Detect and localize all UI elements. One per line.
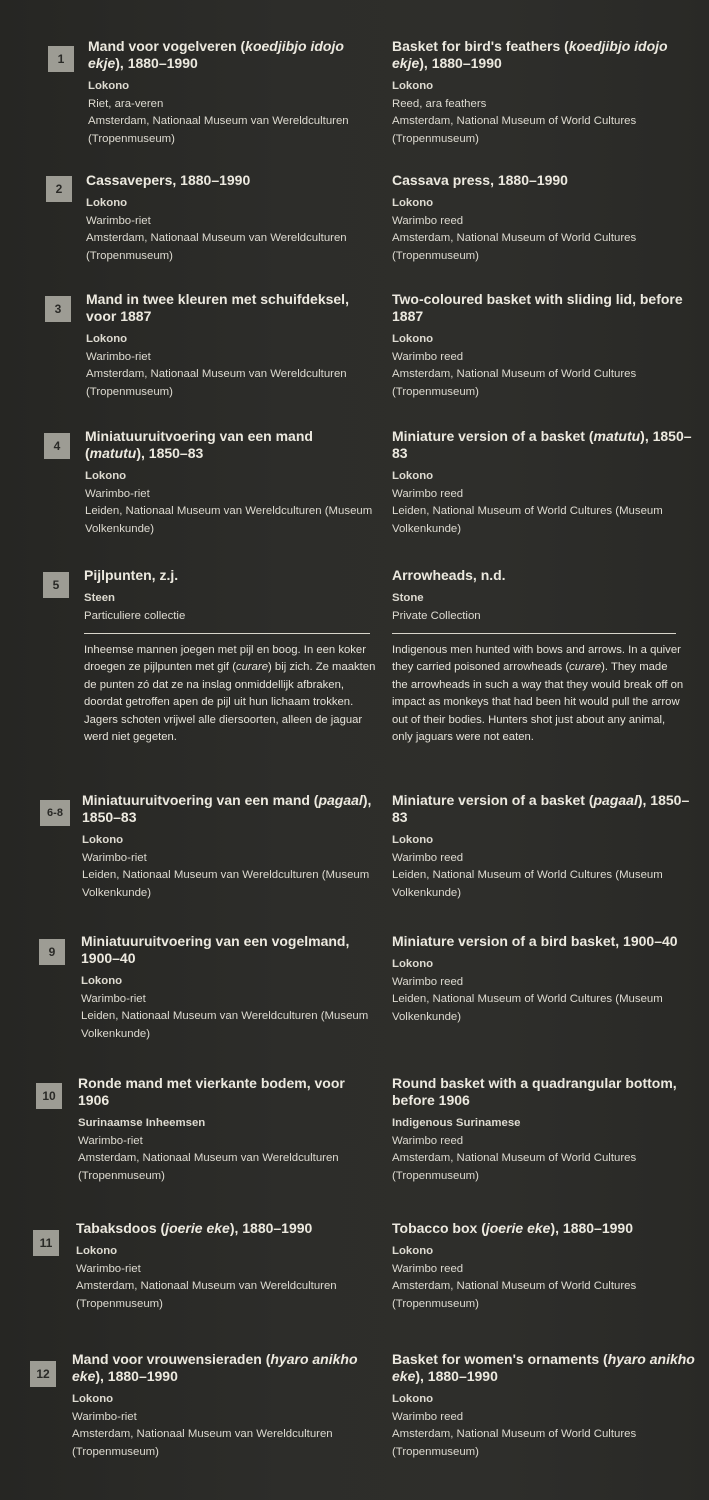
dutch-story: Inheemse mannen joegen met pijl en boog. In een koker droegen ze pijlpunten met gif (curare) bij zich. Ze maakten de punten zó dat ze na inslag onmiddellijk afbraken, doordat getroffen apen de pijl uit hun lichaam trokken. Jagers schoten vrijwel alle diersoorten, alleen de jaguar werd niet gegeten.: [84, 644, 376, 744]
english-collection: Private Collection: [392, 609, 481, 622]
item-number-badge: 9: [39, 939, 65, 965]
english-collection: Amsterdam, National Museum of World Cultures (Tropenmuseum): [392, 232, 637, 262]
dutch-collection: Amsterdam, Nationaal Museum van Wereldculturen (Tropenmuseum): [88, 115, 349, 145]
dutch-column: [76, 1220, 376, 1313]
dutch-title: Cassavepers, 1880–1990: [86, 172, 251, 188]
dutch-collection: Amsterdam, Nationaal Museum van Wereldculturen (Tropenmuseum): [86, 232, 347, 262]
item-number-badge: 3: [45, 296, 71, 322]
dutch-title: Miniatuuruitvoering van een mand (pagaal), 1850–83: [82, 792, 372, 825]
english-material: Warimbo reed: [392, 1134, 464, 1147]
english-title: Two-coloured basket with sliding lid, before 1887: [392, 291, 683, 324]
dutch-column: [86, 172, 376, 265]
dutch-maker: Lokono: [88, 80, 130, 92]
dutch-maker: Lokono: [76, 1245, 118, 1257]
dutch-maker: Lokono: [72, 1393, 114, 1405]
english-collection: Amsterdam, National Museum of World Cultures (Tropenmuseum): [392, 368, 637, 398]
english-collection: Amsterdam, National Museum of World Cultures (Tropenmuseum): [392, 115, 637, 145]
dutch-maker: Lokono: [81, 975, 123, 987]
item-number-badge: 5: [43, 572, 69, 598]
english-maker: Lokono: [392, 470, 434, 482]
english-collection: Leiden, National Museum of World Cultures (Museum Volkenkunde): [392, 869, 663, 899]
dutch-title: Miniatuuruitvoering van een mand (matutu), 1850–83: [85, 428, 313, 461]
dutch-maker: Lokono: [85, 470, 127, 482]
item-number-badge: 12: [30, 1361, 56, 1387]
english-material: Warimbo reed: [392, 1410, 464, 1423]
dutch-material: Riet, ara-veren: [88, 97, 164, 110]
english-column: [392, 172, 697, 265]
dutch-collection: Leiden, Nationaal Museum van Wereldculturen (Museum Volkenkunde): [82, 869, 370, 899]
dutch-title: Mand voor vogelveren (koedjibjo idojo ekje), 1880–1990: [88, 38, 344, 71]
english-collection: Amsterdam, National Museum of World Cultures (Tropenmuseum): [392, 1280, 637, 1310]
english-maker: Lokono: [392, 958, 434, 970]
dutch-material: Warimbo-riet: [76, 1262, 141, 1275]
english-maker: Lokono: [392, 1393, 434, 1405]
item-number-badge: 4: [44, 433, 70, 459]
english-title: Miniature version of a bird basket, 1900–40: [392, 933, 678, 949]
english-column: [392, 1351, 697, 1461]
english-material: Reed, ara feathers: [392, 97, 487, 110]
item-number-badge: 1: [48, 46, 74, 72]
dutch-title: Miniatuuruitvoering van een vogelmand, 1900–40: [81, 933, 350, 966]
dutch-maker: Lokono: [86, 197, 128, 209]
dutch-column: [84, 567, 374, 625]
english-maker: Indigenous Surinamese: [392, 1117, 521, 1129]
dutch-column: [85, 428, 375, 538]
dutch-material: Warimbo-riet: [86, 350, 151, 363]
english-column: [392, 291, 697, 401]
dutch-column: [88, 38, 378, 148]
item-number-badge: 2: [46, 176, 72, 202]
english-maker: Lokono: [392, 834, 434, 846]
dutch-title: Mand in twee kleuren met schuifdeksel, voor 1887: [86, 291, 349, 324]
english-material: Stone: [392, 592, 424, 604]
english-title: Miniature version of a basket (pagaal), 1850–83: [392, 792, 690, 825]
english-column: [392, 792, 697, 902]
dutch-material: Warimbo-riet: [85, 487, 150, 500]
dutch-maker: Surinaamse Inheemsen: [78, 1117, 206, 1129]
english-collection: Leiden, National Museum of World Cultures (Museum Volkenkunde): [392, 993, 663, 1023]
item-number-badge: 11: [33, 1230, 59, 1256]
dutch-collection: Amsterdam, Nationaal Museum van Wereldculturen (Tropenmuseum): [86, 368, 347, 398]
english-title: Cassava press, 1880–1990: [392, 172, 568, 188]
dutch-title: Ronde mand met vierkante bodem, voor 1906: [78, 1075, 345, 1108]
english-column: [392, 428, 697, 538]
dutch-collection: Leiden, Nationaal Museum van Wereldculturen (Museum Volkenkunde): [85, 505, 373, 535]
english-material: Warimbo reed: [392, 214, 464, 227]
english-title: Miniature version of a basket (matutu), 1850–83: [392, 428, 692, 461]
english-column: [392, 1220, 697, 1313]
english-column: [392, 1075, 697, 1185]
english-maker: Lokono: [392, 333, 434, 345]
english-divider: [392, 633, 676, 634]
english-story: Indigenous men hunted with bows and arrows. In a quiver they carried poisoned arrowheads (curare). They made the arrowheads in such a way that they would break off on impact as monkeys that had been hit would pull the arrow out of their bodies. Hunters shot just about any animal, only jaguars were not eaten.: [392, 644, 684, 744]
dutch-column: [78, 1075, 368, 1185]
dutch-column: [81, 933, 371, 1043]
dutch-material: Warimbo-riet: [72, 1410, 137, 1423]
dutch-material: Warimbo-riet: [86, 214, 151, 227]
english-material: Warimbo reed: [392, 487, 464, 500]
english-column: [392, 567, 697, 625]
dutch-maker: Lokono: [86, 333, 128, 345]
dutch-title: Tabaksdoos (joerie eke), 1880–1990: [76, 1220, 313, 1236]
english-collection: Leiden, National Museum of World Cultures (Museum Volkenkunde): [392, 505, 663, 535]
dutch-column: [82, 792, 372, 902]
dutch-material: Warimbo-riet: [78, 1134, 143, 1147]
english-title: Arrowheads, n.d.: [392, 567, 506, 583]
english-title: Round basket with a quadrangular bottom, before 1906: [392, 1075, 677, 1108]
english-material: Warimbo reed: [392, 851, 464, 864]
dutch-collection: Particuliere collectie: [84, 609, 186, 622]
english-material: Warimbo reed: [392, 1262, 464, 1275]
english-column: [392, 933, 697, 1026]
english-collection: Amsterdam, National Museum of World Cultures (Tropenmuseum): [392, 1152, 637, 1182]
english-material: Warimbo reed: [392, 975, 464, 988]
dutch-material: Warimbo-riet: [82, 851, 147, 864]
dutch-material: Warimbo-riet: [81, 992, 146, 1005]
dutch-material: Steen: [84, 592, 116, 604]
dutch-divider: [84, 633, 370, 634]
item-number-badge: 6-8: [40, 800, 70, 826]
dutch-collection: Amsterdam, Nationaal Museum van Wereldculturen (Tropenmuseum): [78, 1152, 339, 1182]
english-column: [392, 38, 697, 148]
dutch-collection: Leiden, Nationaal Museum van Wereldculturen (Museum Volkenkunde): [81, 1010, 369, 1040]
english-title: Tobacco box (joerie eke), 1880–1990: [392, 1220, 633, 1236]
english-material: Warimbo reed: [392, 350, 464, 363]
item-number-badge: 10: [36, 1083, 62, 1109]
dutch-title: Mand voor vrouwensieraden (hyaro anikho eke), 1880–1990: [72, 1351, 358, 1384]
english-title: Basket for bird's feathers (koedjibjo idojo ekje), 1880–1990: [392, 38, 668, 71]
dutch-column: [72, 1351, 372, 1461]
dutch-maker: Lokono: [82, 834, 124, 846]
dutch-collection: Amsterdam, Nationaal Museum van Wereldculturen (Tropenmuseum): [72, 1428, 333, 1458]
dutch-column: [86, 291, 376, 401]
english-title: Basket for women's ornaments (hyaro anikho eke), 1880–1990: [392, 1351, 695, 1384]
dutch-title: Pijlpunten, z.j.: [84, 567, 179, 583]
english-maker: Lokono: [392, 1245, 434, 1257]
english-maker: Lokono: [392, 197, 434, 209]
english-maker: Lokono: [392, 80, 434, 92]
dutch-collection: Amsterdam, Nationaal Museum van Wereldculturen (Tropenmuseum): [76, 1280, 337, 1310]
english-collection: Amsterdam, National Museum of World Cultures (Tropenmuseum): [392, 1428, 637, 1458]
